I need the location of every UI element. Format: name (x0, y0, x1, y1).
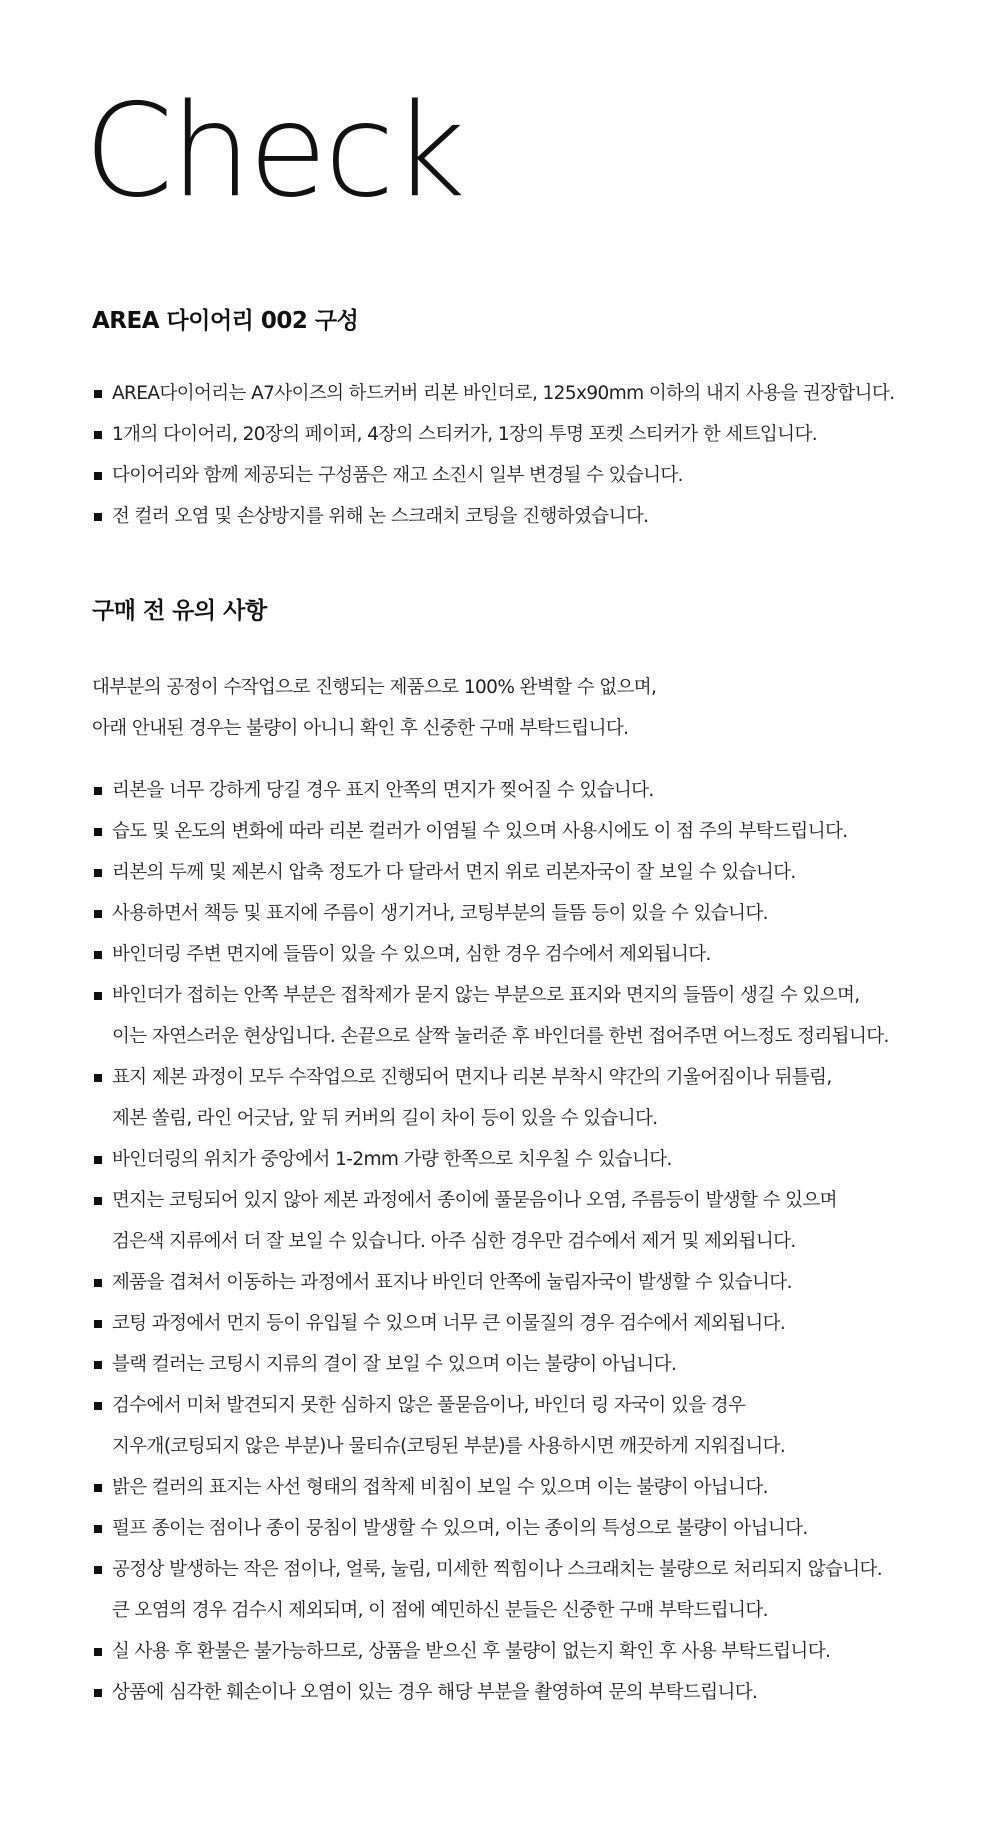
list-item-text: 공정상 발생하는 작은 점이나, 얼룩, 눌림, 미세한 찍힘이나 스크래치는 불량으로 처리되지 않습니다. (112, 1559, 883, 1580)
list-item-text: 바인더가 접히는 안쪽 부분은 접착제가 묻지 않는 부분으로 표지와 면지의 들뜸이 생길 수 있으며, (112, 985, 860, 1006)
list-item-text: 검은색 지류에서 더 잘 보일 수 있습니다. 아주 심한 경우만 검수에서 제거 및 제외됩니다. (112, 1231, 796, 1252)
list-item-text: 습도 및 온도의 변화에 따라 리본 컬러가 이염될 수 있으며 사용시에도 이 점 주의 부탁드립니다. (112, 821, 848, 842)
list-item (92, 1180, 960, 1221)
list-item-text: 검수에서 미처 발견되지 못한 심하지 않은 풀묻음이나, 바인더 링 자국이 있을 경우 (112, 1395, 746, 1416)
bullet-icon (94, 992, 102, 1000)
list-item-text: 블랙 컬러는 코팅시 지류의 결이 잘 보일 수 있으며 이는 불량이 아닙니다. (112, 1354, 677, 1375)
list-item-text: 전 컬러 오염 및 손상방지를 위해 논 스크래치 코팅을 진행하였습니다. (112, 506, 649, 527)
list-item (92, 1549, 960, 1590)
list-item (92, 975, 960, 1016)
list-item (92, 1467, 960, 1508)
list-item (92, 1508, 960, 1549)
list-item-text: AREA다이어리는 A7사이즈의 하드커버 리본 바인더로, 125x90mm 이하의 내지 사용을 권장합니다. (112, 383, 895, 404)
list-item (92, 811, 960, 852)
list-item-text: 상품에 심각한 훼손이나 오염이 있는 경우 해당 부분을 촬영하여 문의 부탁드립니다. (112, 1682, 758, 1703)
list-item-text: 지우개(코팅되지 않은 부분)나 물티슈(코팅된 부분)를 사용하시면 깨끗하게 지워집니다. (112, 1436, 786, 1457)
list-item-text: 다이어리와 함께 제공되는 구성품은 재고 소진시 일부 변경될 수 있습니다. (112, 465, 683, 486)
list-item (92, 1426, 960, 1467)
bullet-icon (94, 1484, 102, 1492)
bullet-icon (94, 1279, 102, 1287)
bullet-icon (94, 787, 102, 795)
list-item-text: 1개의 다이어리, 20장의 페이퍼, 4장의 스티커가, 1장의 투명 포켓 스티커가 한 세트입니다. (112, 424, 818, 445)
list-item (92, 1385, 960, 1426)
list-item (92, 1057, 960, 1098)
bullet-icon (94, 951, 102, 959)
list-item-text: 실 사용 후 환불은 불가능하므로, 상품을 받으신 후 불량이 없는지 확인 후 사용 부탁드립니다. (112, 1641, 831, 1662)
list-item-text: 사용하면서 책등 및 표지에 주름이 생기거나, 코팅부분의 들뜸 등이 있을 수 있습니다. (112, 903, 768, 924)
bullet-icon (94, 1689, 102, 1697)
list-item-text: 표지 제본 과정이 모두 수작업으로 진행되어 면지나 리본 부착시 약간의 기울어짐이나 뒤틀림, (112, 1067, 832, 1088)
list-item (92, 1098, 960, 1139)
list-item (92, 934, 960, 975)
list-item (92, 373, 960, 414)
list-item (92, 893, 960, 934)
list-item (92, 1303, 960, 1344)
bullet-icon (94, 1074, 102, 1082)
bullet-icon (94, 910, 102, 918)
composition-title: AREA 다이어리 002 구성 (92, 308, 359, 334)
list-item-text: 바인더링 주변 면지에 들뜸이 있을 수 있으며, 심한 경우 검수에서 제외됩니다. (112, 944, 711, 965)
list-item (92, 496, 960, 537)
list-item (92, 770, 960, 811)
composition-section (92, 310, 960, 537)
precautions-section (92, 600, 960, 1713)
bullet-icon (94, 1197, 102, 1205)
list-item (92, 852, 960, 893)
list-item-text: 면지는 코팅되어 있지 않아 제본 과정에서 종이에 풀묻음이나 오염, 주름등이 발생할 수 있으며 (112, 1190, 837, 1211)
precautions-title: 구매 전 유의 사항 (92, 598, 267, 624)
bullet-icon (94, 513, 102, 521)
bullet-icon (94, 1566, 102, 1574)
bullet-icon (94, 390, 102, 398)
intro-line: 아래 안내된 경우는 불량이 아니니 확인 후 신중한 구매 부탁드립니다. (92, 718, 629, 739)
list-item (92, 1672, 960, 1713)
list-item-text: 큰 오염의 경우 검수시 제외되며, 이 점에 예민하신 분들은 신중한 구매 부탁드립니다. (112, 1600, 768, 1621)
page-title: Check (84, 77, 463, 226)
list-item (92, 1631, 960, 1672)
bullet-icon (94, 431, 102, 439)
precautions-intro (92, 667, 960, 749)
intro-line: 대부분의 공정이 수작업으로 진행되는 제품으로 100% 완벽할 수 없으며, (92, 677, 657, 698)
bullet-icon (94, 869, 102, 877)
list-item (92, 1016, 960, 1057)
list-item (92, 1221, 960, 1262)
list-item (92, 455, 960, 496)
precautions-list (92, 770, 960, 1713)
list-item-text: 펄프 종이는 점이나 종이 뭉침이 발생할 수 있으며, 이는 종이의 특성으로 불량이 아닙니다. (112, 1518, 808, 1539)
bullet-icon (94, 1156, 102, 1164)
bullet-icon (94, 1402, 102, 1410)
list-item-text: 이는 자연스러운 현상입니다. 손끝으로 살짝 눌러준 후 바인더를 한번 접어주면 어느정도 정리됩니다. (112, 1026, 889, 1047)
composition-list (92, 373, 960, 537)
list-item-text: 리본을 너무 강하게 당길 경우 표지 안쪽의 면지가 찢어질 수 있습니다. (112, 780, 654, 801)
list-item-text: 제품을 겹쳐서 이동하는 과정에서 표지나 바인더 안쪽에 눌림자국이 발생할 수 있습니다. (112, 1272, 792, 1293)
list-item (92, 1262, 960, 1303)
list-item-text: 리본의 두께 및 제본시 압축 정도가 다 달라서 면지 위로 리본자국이 잘 보일 수 있습니다. (112, 862, 796, 883)
bullet-icon (94, 1525, 102, 1533)
list-item (92, 1590, 960, 1631)
bullet-icon (94, 472, 102, 480)
bullet-icon (94, 1361, 102, 1369)
list-item-text: 제본 쏠림, 라인 어긋남, 앞 뒤 커버의 길이 차이 등이 있을 수 있습니다. (112, 1108, 658, 1129)
list-item (92, 1344, 960, 1385)
list-item (92, 414, 960, 455)
bullet-icon (94, 828, 102, 836)
list-item-text: 바인더링의 위치가 중앙에서 1-2mm 가량 한쪽으로 치우칠 수 있습니다. (112, 1149, 672, 1170)
bullet-icon (94, 1320, 102, 1328)
list-item-text: 밝은 컬러의 표지는 사선 형태의 접착제 비침이 보일 수 있으며 이는 불량이 아닙니다. (112, 1477, 768, 1498)
list-item-text: 코팅 과정에서 먼지 등이 유입될 수 있으며 너무 큰 이물질의 경우 검수에서 제외됩니다. (112, 1313, 786, 1334)
list-item (92, 1139, 960, 1180)
bullet-icon (94, 1648, 102, 1656)
